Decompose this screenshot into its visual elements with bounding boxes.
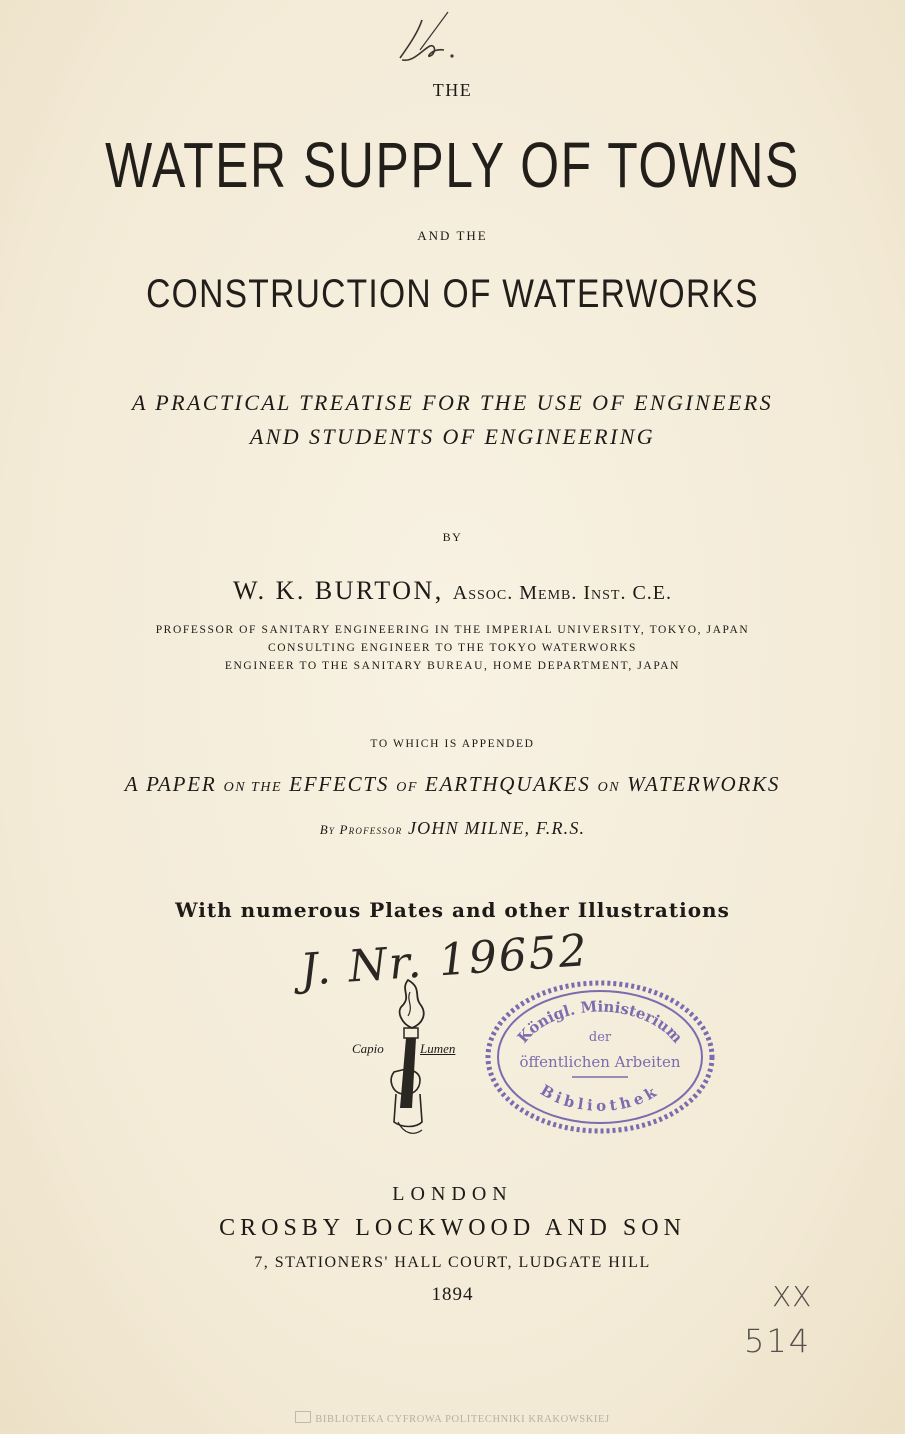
appendix-author (0, 818, 905, 839)
author-name: W. K. BURTON, (232, 576, 444, 605)
paper-title-part: WATERWORKS (627, 772, 781, 796)
title-prefix: THE (432, 80, 473, 100)
subtitle: CONSTRUCTION OF WATERWORKS (146, 272, 759, 316)
shelfmark-line-2: 514 (744, 1322, 812, 1360)
handwritten-mark (392, 10, 462, 70)
appendix-contributor: JOHN MILNE, F.R.S. (407, 818, 586, 838)
handwritten-accession-number: J. Nr. 19652 (298, 924, 591, 997)
author-credential: ENGINEER TO THE SANITARY BUREAU, HOME DEPARTMENT, JAPAN (224, 660, 681, 672)
imprint-year: 1894 (431, 1284, 474, 1305)
author-line (0, 576, 905, 606)
stamp-main-text: öffentlichen Arbeiten (519, 1053, 681, 1071)
imprint-publisher: CROSBY LOCKWOOD AND SON (219, 1215, 686, 1241)
author-credential: PROFESSOR OF SANITARY ENGINEERING IN THE IMPERIAL UNIVERSITY, TOKYO, JAPAN (155, 624, 750, 636)
by-label: BY (442, 530, 463, 544)
appendix-paper-title (0, 772, 905, 797)
shelfmark-line-1: XX (772, 1280, 813, 1313)
paper-title-part: ON THE (223, 780, 282, 795)
paper-title-part: A PAPER (124, 772, 217, 796)
tagline-line-2: AND STUDENTS OF ENGINEERING (249, 424, 656, 449)
library-logo-icon (295, 1411, 311, 1423)
tagline-line-1: A PRACTICAL TREATISE FOR THE USE OF ENGINEERS (131, 390, 774, 415)
imprint-city: LONDON (392, 1183, 513, 1205)
author-credential: CONSULTING ENGINEER TO THE TOKYO WATERWORKS (268, 642, 637, 654)
svg-text:Bibliothek (537, 1081, 663, 1115)
emblem-motto-right: Lumen (420, 1041, 456, 1056)
title-connector: AND THE (417, 228, 488, 243)
torch-emblem (350, 972, 480, 1144)
appendix-by-prefix: By Professor (319, 822, 403, 837)
stamp-top-text: Königl. Ministerium (513, 997, 687, 1047)
emblem-motto-left: Capio (352, 1041, 384, 1056)
paper-title-part: EARTHQUAKES (424, 772, 591, 796)
stamp-middle-text: der (588, 1030, 612, 1045)
paper-title-part: ON (597, 780, 621, 795)
paper-title-part: OF (396, 780, 418, 795)
author-membership: Assoc. Memb. Inst. C.E. (452, 582, 673, 604)
footer-text: BIBLIOTEKA CYFROWA POLITECHNIKI KRAKOWSKIEJ (315, 1414, 610, 1425)
stamp-bottom-text: Bibliothek (537, 1081, 663, 1115)
appendix-intro: TO WHICH IS APPENDED (370, 738, 535, 750)
digital-library-footer (0, 1411, 905, 1425)
imprint-address: 7, STATIONERS' HALL COURT, LUDGATE HILL (254, 1254, 651, 1271)
illustrations-note: With numerous Plates and other Illustrations (175, 898, 730, 922)
paper-title-part: EFFECTS (289, 772, 390, 796)
library-stamp (480, 975, 720, 1140)
main-title: WATER SUPPLY OF TOWNS (105, 129, 800, 201)
